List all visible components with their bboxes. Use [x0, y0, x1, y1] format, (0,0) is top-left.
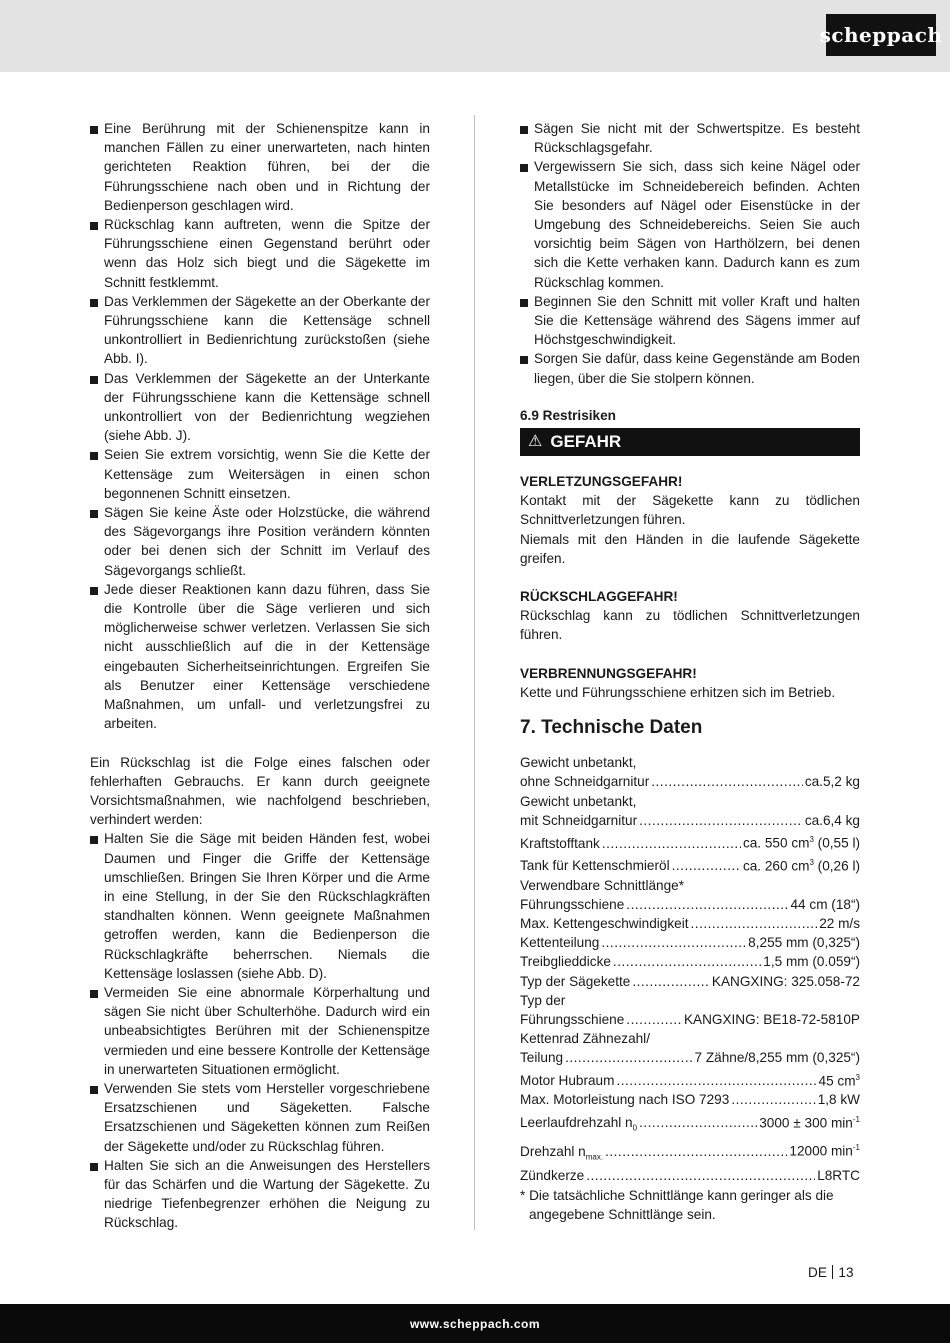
spec-row: Max. Kettengeschwindigkeit ..... 22 m/s: [520, 914, 860, 933]
list-item: Sägen Sie keine Äste oder Holzstücke, die während des Sägevorgangs ihre Position verändern könnten oder bei denen sich der Schnitt im Verlauf des Sägevorgangs schließt.: [90, 503, 430, 580]
spec-table: [520, 753, 860, 1224]
spec-footnote: * Die tatsächliche Schnittlänge kann geringer als die angegebene Schnittlänge sein.: [520, 1187, 834, 1222]
spec-row: Kraftstofftank ..... ca. 550 $cm^3$ (0,55 l): [520, 830, 860, 853]
list-item: Sorgen Sie dafür, dass keine Gegenstände am Boden liegen, über die Sie stolpern können.: [520, 349, 860, 387]
spec-row: Max. Motorleistung nach ISO 7293 ..... 1,8 kW: [520, 1090, 860, 1109]
precaution-bullets: [90, 829, 430, 1232]
column-divider: [474, 115, 475, 1230]
spec-row: Motor Hubraum ..... 45 $cm^3$: [520, 1068, 860, 1091]
list-item: Jede dieser Reaktionen kann dazu führen, dass Sie die Kontrolle über die Säge verlieren und sich möglicherweise schwer verletzen. Verlassen Sie sich nicht ausschließlich auf die in der Kettensäge eingebauten Sicherheitseinrichtungen. Ergreifen Sie als Benutzer einer Kettensäge verschiedene Maßnahmen, um unfall- und verletzungsfrei zu arbeiten.: [90, 580, 430, 734]
right-column: [520, 119, 860, 1224]
danger-text: Kontakt mit der Sägekette kann zu tödlichen Schnittverletzungen führen.: [520, 493, 860, 528]
spec-row: Drehzahl $n_{max.}$ ..... 12000 $\min^{-1}$: [520, 1138, 860, 1166]
spec-row: Typ der Sägekette ..... KANGXING: 325.058-72: [520, 972, 860, 991]
list-item: Seien Sie extrem vorsichtig, wenn Sie die Kette der Kettensäge zum Weitersägen in einen schon begonnenen Schnitt einsetzen.: [90, 445, 430, 503]
spec-caption: Gewicht unbetankt,: [520, 755, 637, 771]
header-band: [0, 0, 950, 72]
list-item: Sägen Sie nicht mit der Schwertspitze. Es besteht Rückschlagsgefahr.: [520, 119, 860, 157]
list-item: Eine Berührung mit der Schienenspitze kann in manchen Fällen zu einer unerwarteten, nach hinten gerichteten Reaktion führen, bei der die Führungsschiene nach oben und in Richtung der Bedienperson geschlagen wird.: [90, 119, 430, 215]
spec-row: Zündkerze ..... L8RTC: [520, 1166, 860, 1185]
list-item: Rückschlag kann auftreten, wenn die Spitze der Führungsschiene einen Gegenstand berührt oder wenn das Holz sich biegt und die Sägekette im Schnitt festklemmt.: [90, 215, 430, 292]
spec-row: Treibglieddicke ..... 1,5 mm (0.059“): [520, 952, 860, 971]
danger-title-burn: VERBRENNUNGSGEFAHR!: [520, 665, 697, 681]
spec-row: Tank für Kettenschmieröl ..... ca. 260 $cm^3$ (0,26 l): [520, 853, 860, 876]
kickback-bullets: [90, 119, 430, 734]
danger-text: Niemals mit den Händen in die laufende Sägekette greifen.: [520, 531, 860, 566]
page-number: DE 13: [808, 1265, 854, 1280]
danger-label: GEFAHR: [550, 432, 622, 452]
spec-row: Führungsschiene ..... 44 cm (18“): [520, 895, 860, 914]
list-item: Das Verklemmen der Sägekette an der Unterkante der Führungsschiene kann die Kettensäge schnell unkontrolliert von der Bedienrichtung wegziehen (siehe Abb. J).: [90, 369, 430, 446]
list-item: Vermeiden Sie eine abnormale Körperhaltung und sägen Sie nicht über Schulterhöhe. Dadurch wird ein unbeabsichtigtes Berühren mit der Schienenspitze vermieden und eine bessere Kontrolle der Kettensäge in unerwarteten Situationen ermöglicht.: [90, 983, 430, 1079]
spec-caption: Gewicht unbetankt,: [520, 793, 637, 809]
spec-caption: Verwendbare Schnittlänge*: [520, 877, 684, 893]
danger-text: Kette und Führungsschiene erhitzen sich im Betrieb.: [520, 684, 836, 700]
list-item: Das Verklemmen der Sägekette an der Oberkante der Führungsschiene kann die Kettensäge schnell unkontrolliert in Bedienrichtung zurückstoßen (siehe Abb. I).: [90, 292, 430, 369]
spec-row: Kettenteilung ..... 8,255 mm (0,325“): [520, 933, 860, 952]
spec-row: mit Schneidgarnitur ..... ca.6,4 kg: [520, 811, 860, 830]
list-item: Beginnen Sie den Schnitt mit voller Kraft und halten Sie die Kettensäge während des Sägens immer auf Höchstgeschwindigkeit.: [520, 292, 860, 350]
kickback-paragraph: Ein Rückschlag ist die Folge eines falschen oder fehlerhaften Gebrauchs. Er kann durch geeignete Vorsichtsmaßnahmen, wie nachfolgend beschrieben, verhindert werden:: [90, 754, 430, 828]
section-title-residual-risks: 6.9 Restrisiken: [520, 407, 616, 423]
list-item: Halten Sie die Säge mit beiden Händen fest, wobei Daumen und Finger die Griffe der Kettensäge umschließen. Bringen Sie Ihren Körper und die Arme in eine Stellung, in der Sie den Rückschlagkräften standhalten können. Wenn geeignete Maßnahmen getroffen werden, kann die Bedienperson die Rückschlagkräfte beherrschen. Niemals die Kettensäge loslassen (siehe Abb. D).: [90, 829, 430, 983]
list-item: Verwenden Sie stets vom Hersteller vorgeschriebene Ersatzschienen und Sägeketten. Falsche Ersatzschienen und Sägeketten können zum Reißen der Sägekette und/oder zu Rückschlag führen.: [90, 1079, 430, 1156]
footer-bar: [0, 1304, 950, 1343]
list-item: Halten Sie sich an die Anweisungen des Herstellers für das Schärfen und die Wartung der Sägekette. Zu niedrige Tiefenbegrenzer erhöhen die Neigung zu Rückschlag.: [90, 1156, 430, 1233]
tech-data-heading: 7. Technische Daten: [520, 717, 703, 739]
spec-caption: Typ der: [520, 992, 566, 1008]
warning-triangle-icon: ⚠: [528, 433, 543, 451]
list-item: Vergewissern Sie sich, dass sich keine Nägel oder Metallstücke im Schneidebereich befinden. Achten Sie besonders auf Nägel oder Eisenstücke in der Umgebung des Schneidebereichs. Seien Sie auch vorsichtig beim Sägen von Harthölzern, bei denen sich die Kette verhaken kann. Dadurch kann es zum Rückschlag kommen.: [520, 157, 860, 291]
spec-row: Leerlaufdrehzahl $n_0$ ..... 3000 ± 300 $\min^{-1}$: [520, 1110, 860, 1138]
spec-row: Teilung ..... 7 Zähne/8,255 mm (0,325“): [520, 1048, 860, 1067]
spec-caption: Kettenrad Zähnezahl/: [520, 1031, 650, 1047]
danger-title-kickback: RÜCKSCHLAGGEFAHR!: [520, 589, 678, 605]
danger-text: Rückschlag kann zu tödlichen Schnittverletzungen führen.: [520, 608, 860, 643]
spec-row: ohne Schneidgarnitur ..... ca.5,2 kg: [520, 772, 860, 791]
brand-logo: scheppach: [826, 14, 936, 56]
spec-row: Führungsschiene ..... KANGXING: BE18-72-5810P: [520, 1010, 860, 1029]
danger-title-injury: VERLETZUNGSGEFAHR!: [520, 474, 683, 490]
website-link[interactable]: www.scheppach.com: [409, 1316, 541, 1331]
left-column: [90, 119, 430, 1233]
danger-banner: [520, 428, 860, 456]
cutting-bullets: [520, 119, 860, 388]
